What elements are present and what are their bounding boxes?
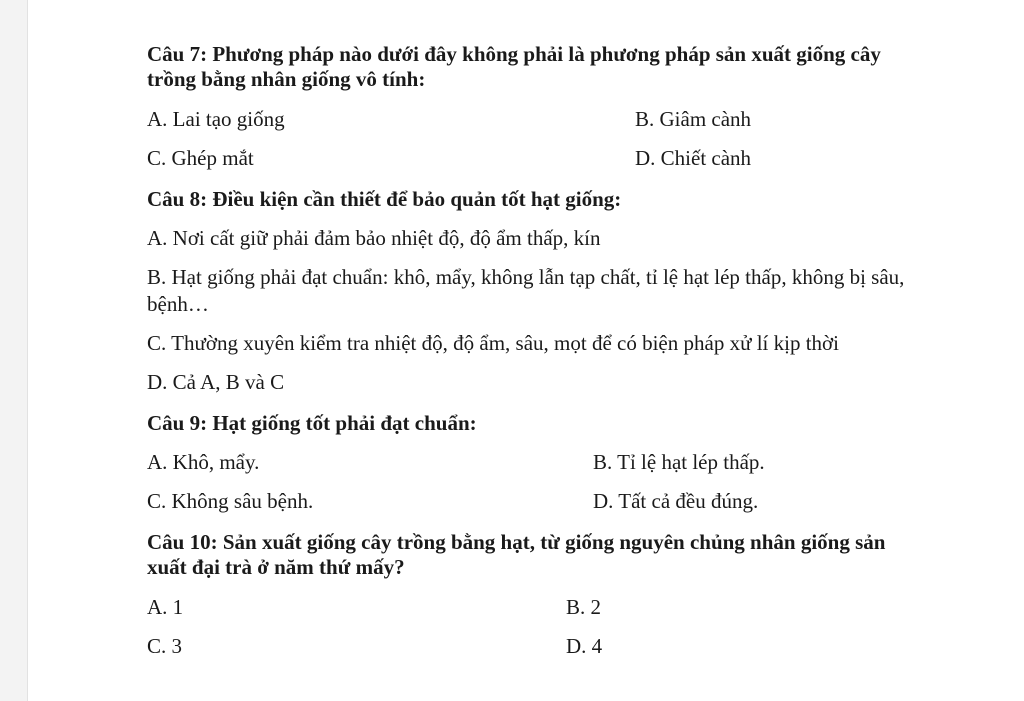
question-7-option-a: A. Lai tạo giống (147, 107, 285, 131)
question-8-option-b: B. Hạt giống phải đạt chuẩn: khô, mẩy, không lẫn tạp chất, tỉ lệ hạt lép thấp, không bị sâu, bệnh… (147, 265, 905, 316)
question-10-option-d: D. 4 (566, 634, 603, 658)
question-10-title: Câu 10: Sản xuất giống cây trồng bằng hạt, từ giống nguyên chủng nhân giống sản xuất đại trà ở năm thứ mấy? (147, 530, 886, 579)
question-8-title: Câu 8: Điều kiện cần thiết để bảo quản tốt hạt giống: (147, 187, 622, 211)
question-9-option-c: C. Không sâu bệnh. (147, 489, 314, 513)
question-7-option-d: D. Chiết cành (635, 146, 752, 170)
question-7-title: Câu 7: Phương pháp nào dưới đây không phải là phương pháp sản xuất giống cây trồng bằng nhân giống vô tính: (147, 42, 881, 91)
question-9-option-a: A. Khô, mẩy. (147, 450, 260, 474)
question-9-title: Câu 9: Hạt giống tốt phải đạt chuẩn: (147, 411, 477, 435)
question-7-option-b: B. Giâm cành (635, 107, 752, 131)
question-8-option-c: C. Thường xuyên kiểm tra nhiệt độ, độ ẩm, sâu, mọt để có biện pháp xử lí kịp thời (147, 331, 839, 355)
question-10-option-c: C. 3 (147, 634, 183, 658)
question-8-option-a: A. Nơi cất giữ phải đảm bảo nhiệt độ, độ ẩm thấp, kín (147, 226, 601, 250)
question-9-option-d: D. Tất cả đều đúng. (593, 489, 759, 513)
question-10-option-a: A. 1 (147, 595, 184, 619)
page-margin-strip (0, 0, 28, 701)
question-8-option-d: D. Cả A, B và C (147, 370, 285, 394)
question-10-option-b: B. 2 (566, 595, 602, 619)
question-7-option-c: C. Ghép mắt (147, 146, 254, 170)
document-page (28, 0, 1024, 701)
question-9-option-b: B. Tỉ lệ hạt lép thấp. (593, 450, 765, 474)
